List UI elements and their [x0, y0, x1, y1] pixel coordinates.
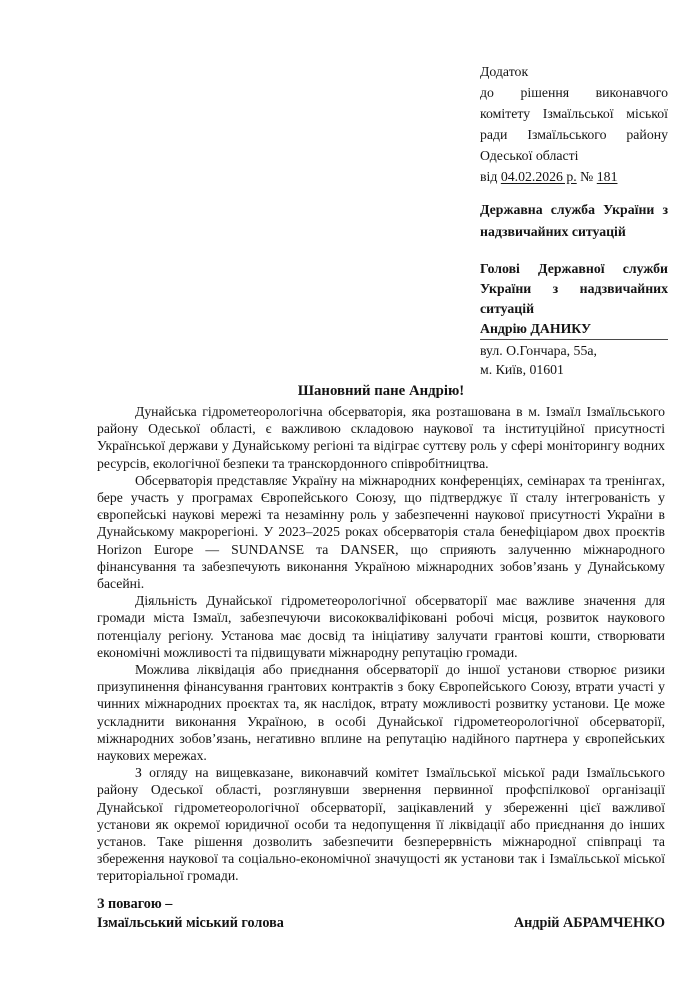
addressee-line-1: Голові Державної служби [480, 261, 668, 276]
paragraph-3: Діяльність Дунайської гідрометеорологічної обсерваторії має важливе значення для громади міста Ізмаїл, забезпечуючи висококваліфіковані робочі місця, розвиток наукового потенціалу регіону. Установа має досвід та ініціативу залучати грантові кошти, створювати економічні можливості та підвищувати міжнародну репутацію громади. [97, 593, 665, 660]
ref-line-3: комітету Ізмаїльської міської [480, 106, 668, 121]
address-line-1: вул. О.Гончара, 55а, [480, 343, 597, 358]
ref-line-2: до рішення виконавчого [480, 85, 668, 100]
ref-line-appendix: Додаток [480, 64, 529, 79]
agency-line-2: надзвичайних ситуацій [480, 224, 626, 239]
signature-closing: З повагою – [97, 896, 173, 912]
paragraph-4: Можлива ліквідація або приєднання обсерваторії до іншої установи створює ризики призупинення фінансування грантових контрактів з боку Європейського Союзу, втрати участі у чинних міжнародних проєктах та, як наслідок, втрату можливості розвитку установи. Це може ускладнити виконання Україною, в особі Дунайської гідрометеорологічної обсерваторії, міжнародних зобов’язань, негативно вплине на репутацію надійного партнера у європейських наукових мережах. [97, 662, 665, 764]
agency-line-1: Державна служба України з [480, 202, 668, 217]
doc-number: 181 [596, 169, 618, 184]
signature-position: Ізмаїльський міський голова [97, 915, 284, 931]
signature-block [97, 895, 665, 933]
date-value: 04.02.2026 р. [500, 169, 577, 184]
ref-line-4: ради Ізмаїльського району [480, 127, 668, 142]
ref-line-5: Одеської області [480, 148, 579, 163]
paragraph-1: Дунайська гідрометеорологічна обсерваторія, яка розташована в м. Ізмаїл Ізмаїльського району Одеської області, є важливою складовою наукової та інституційної присутності Української держави у Дунайському регіоні та відіграє суттєву роль у сфері моніторингу водних ресурсів, екологічної безпеки та транскордонного співробітництва. [97, 404, 665, 471]
date-prefix: від [480, 169, 501, 184]
addressee-line-3: ситуацій [480, 301, 535, 316]
paragraph-2: Обсерваторія представляє Україну на міжнародних конференціях, семінарах та тренінгах, бере участь у програмах Європейського Союзу, що підтверджує її сталу інтегрованість у європейські наукові мережі та незамінну роль у забезпеченні наукової присутності України в Дунайському макрорегіоні. У 2023–2025 роках обсерваторія стала бенефіціаром двох проєктів Horizon Europe — SUNDANSE та DANSER, що сприяють залученню міжнародного фінансування та забезпечують виконання Україною міжнародних зобов’язань у Дунайському басейні. [97, 472, 665, 592]
recipient-agency [480, 199, 668, 243]
address-line-2: м. Київ, 01601 [480, 362, 564, 377]
recipient-address [480, 341, 668, 379]
recipient-addressee [480, 259, 668, 340]
ref-block [480, 61, 668, 187]
number-sign: № [576, 169, 597, 184]
letter-body [97, 403, 665, 885]
paragraph-5: З огляду на вищевказане, виконавчий комітет Ізмаїльської міської ради Ізмаїльського району Одеської області, розглянувши звернення первинної профспілкової організації Дунайської гідрометеорологічної обсерваторії, зацікавлений у збереженні цієї важливої установи як окремої юридичної особи та недопущення її ліквідації або приєднання до інших установ. Таке рішення дозволить забезпечити безперервність міжнародної співпраці та збереження наукової та соціально-економічної значущості як установи так і Ізмаїльської міської територіальної громади. [97, 765, 665, 884]
signature-name: Андрій АБРАМЧЕНКО [513, 915, 665, 931]
signature-row [97, 914, 665, 933]
ref-date-line [480, 166, 668, 187]
addressee-line-2: України з надзвичайних [480, 281, 668, 296]
salutation: Шановний пане Андрію! [297, 383, 465, 399]
recipient-name: Андрію ДАНИКУ [480, 319, 668, 340]
